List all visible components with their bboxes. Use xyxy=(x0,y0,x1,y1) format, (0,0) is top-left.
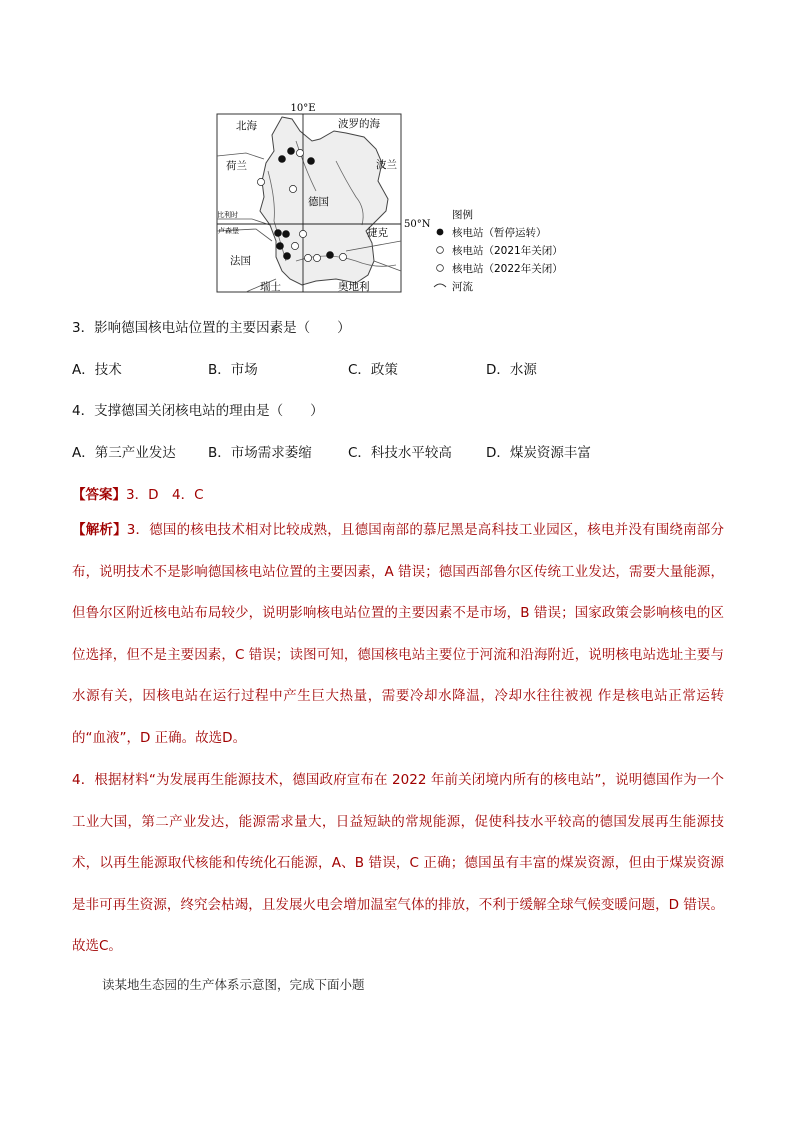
q4-option-c: C．科技水平较高 xyxy=(348,445,452,461)
germany-label: 德国 xyxy=(308,196,329,208)
q3-option-d: D．水源 xyxy=(486,362,537,378)
question-3-stem: 3．影响德国核电站位置的主要因素是（ ） xyxy=(72,320,351,336)
austria-label: 奥地利 xyxy=(338,281,370,293)
q3-option-a: A．技术 xyxy=(72,362,122,378)
river-icon xyxy=(434,284,446,287)
netherlands-label: 荷兰 xyxy=(226,160,247,172)
legend-item: 核电站（2022年关闭） xyxy=(452,263,563,275)
q4-option-a: A．第三产业发达 xyxy=(72,445,176,461)
luxembourg-label: 卢森堡 xyxy=(218,227,239,235)
poland-label: 波兰 xyxy=(376,159,397,171)
legend-item: 核电站（暂停运转） xyxy=(452,227,547,239)
switzerland-label: 瑞士 xyxy=(260,281,281,293)
legend-item: 核电站（2021年关闭） xyxy=(452,245,563,257)
legend-title: 图例 xyxy=(452,209,473,221)
answer-tag: 【答案】 xyxy=(72,487,126,503)
north-sea-label: 北海 xyxy=(236,120,257,132)
legend-item: 河流 xyxy=(452,281,473,293)
analysis-paragraph-1 xyxy=(72,510,724,759)
analysis-text-1: 3．德国的核电技术相对比较成熟，且德国南部的慕尼黑是高科技工业园区，核电并没有围绕南部分布，说明技术不是影响德国核电站位置的主要因素，A 错误；德国西部鲁尔区传统工业发达，需要大量能源，但鲁尔区附近核电站布局较少，说明影响核电站位置的主要因素不是市场，B 错误；国家政策会影响核电的区位选择，但不是主要因素，C 错误；读图可知，德国核电站主要位于河流和沿海附近，说明核电站选址主要与水源有关，因核电站在运行过程中产生巨大热量，需要冷却水降温，冷却水往往被视 作是核电站正常运转的“血液”，D 正确。故选D。 xyxy=(72,522,725,746)
next-section-intro: 读某地生态园的生产体系示意图，完成下面小题 xyxy=(102,977,365,992)
hatched-dot-icon xyxy=(437,265,444,272)
france-label: 法国 xyxy=(230,255,251,267)
crossed-dot-icon xyxy=(437,247,444,254)
germany-nuclear-map xyxy=(216,101,594,295)
q4-option-d: D．煤炭资源丰富 xyxy=(486,445,591,461)
belgium-label: 比利时 xyxy=(217,211,238,219)
q3-option-b: B．市场 xyxy=(208,362,258,378)
answer-line xyxy=(72,483,204,503)
answer-text: 3．D 4．C xyxy=(126,487,204,503)
analysis-paragraph-2: 4．根据材料“为发展再生能源技术，德国政府宣布在 2022 年前关闭境内所有的核电站”，说明德国作为一个工业大国，第二产业发达，能源需求量大，日益短缺的常规能源，促使科技水平较高的德国发展再生能源技术，以再生能源取代核能和传统化石能源，A、B 错误，C 正确；德国虽有丰富的煤炭资源，但由于煤炭资源是非可再生资源，终究会枯竭，且发展火电会增加温室气体的排放，不利于缓解全球气候变暖问题，D 错误。故选C。 xyxy=(72,772,724,954)
czech-label: 捷克 xyxy=(367,227,388,239)
question-4-stem: 4．支撑德国关闭核电站的理由是（ ） xyxy=(72,403,324,419)
analysis-tag: 【解析】 xyxy=(72,522,127,538)
filled-dot-icon xyxy=(437,229,444,236)
baltic-label: 波罗的海 xyxy=(338,118,380,130)
lon-label: 10°E xyxy=(290,103,316,114)
q3-option-c: C．政策 xyxy=(348,362,398,378)
map-legend xyxy=(434,208,563,293)
q4-option-b: B．市场需求萎缩 xyxy=(208,445,312,461)
lat-label: 50°N xyxy=(404,219,431,230)
